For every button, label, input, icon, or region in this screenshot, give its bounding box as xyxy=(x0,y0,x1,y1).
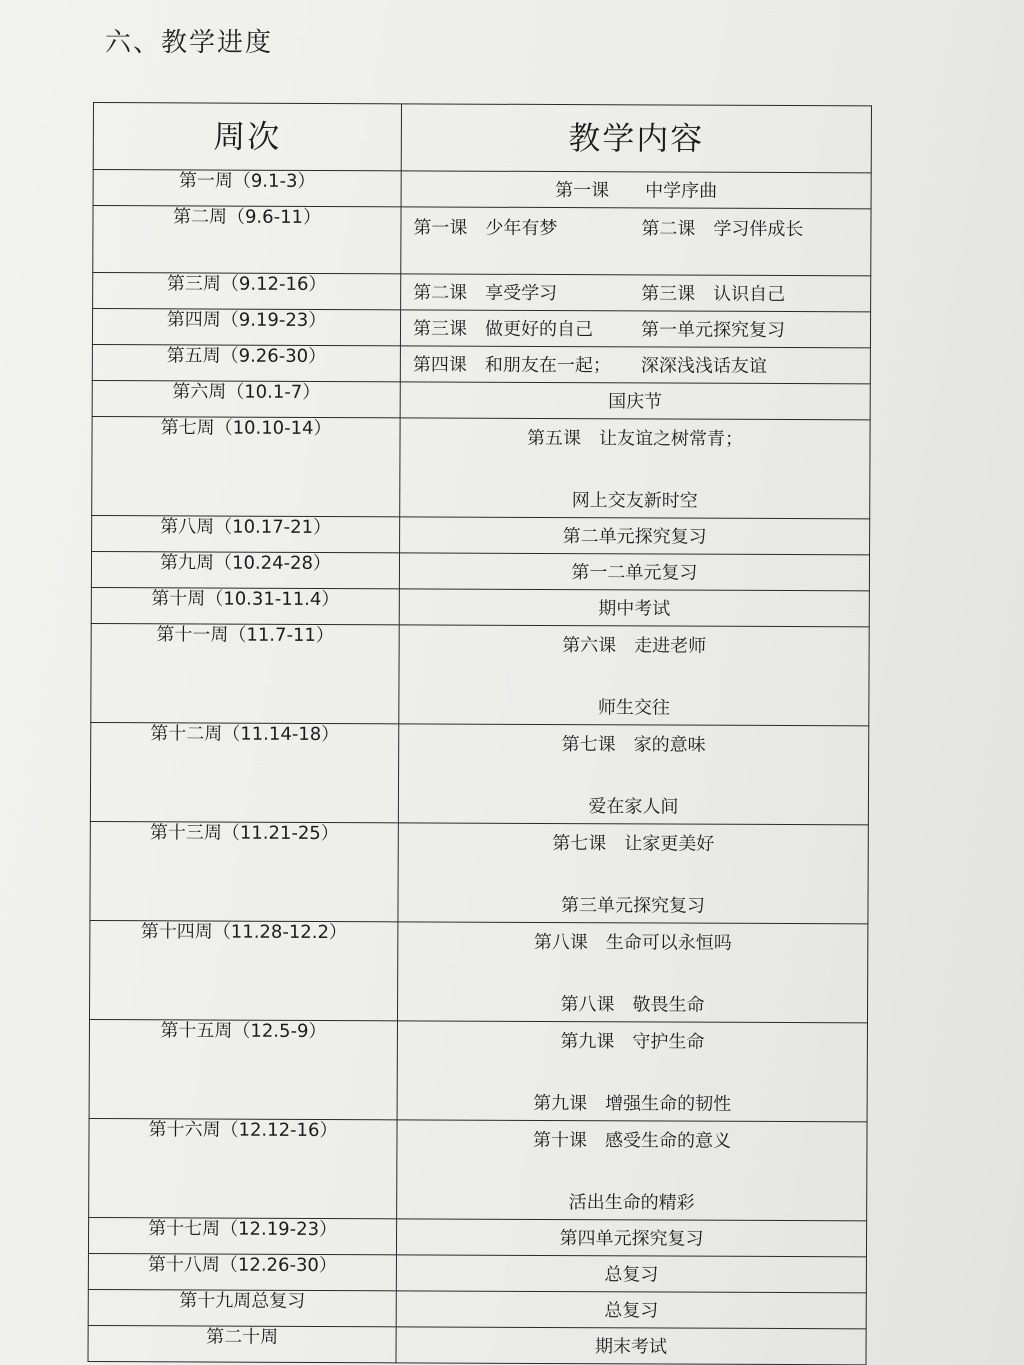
week-cell: 第二周（9.6-11） xyxy=(93,206,401,274)
content-part: 第三课 做更好的自己 xyxy=(412,318,594,341)
table-row xyxy=(88,1253,866,1292)
content-cell xyxy=(397,922,867,1023)
week-cell: 第十四周（11.28-12.2） xyxy=(89,920,397,1020)
content-line xyxy=(401,217,870,241)
content-line: 第八课 生命可以永恒吗 xyxy=(533,931,732,954)
week-cell: 第五周（9.26-30） xyxy=(92,344,400,381)
table-row xyxy=(92,380,870,419)
content-line: 活出生命的精彩 xyxy=(568,1192,695,1214)
content-cell xyxy=(397,1021,867,1122)
content-line: 期末考试 xyxy=(595,1336,668,1358)
content-part: 第二课 学习伴成长 xyxy=(641,218,804,241)
header-content: 教学内容 xyxy=(401,104,871,173)
content-line: 第七课 让家更美好 xyxy=(552,833,715,855)
table-row xyxy=(91,623,869,725)
week-cell: 第九周（10.24-28） xyxy=(91,551,399,588)
week-cell: 第十九周总复习 xyxy=(88,1289,396,1326)
content-line: 第一二单元复习 xyxy=(571,562,698,584)
table-row xyxy=(89,1118,867,1220)
table-row xyxy=(89,1019,867,1121)
table-row xyxy=(90,821,868,923)
section-title: 六、教学进度 xyxy=(105,28,274,58)
table-row xyxy=(93,170,871,209)
content-cell xyxy=(401,274,871,312)
content-cell xyxy=(399,625,869,726)
week-cell: 第十六周（12.12-16） xyxy=(89,1118,397,1218)
content-line: 爱在家人间 xyxy=(588,796,679,818)
content-part: 第二课 享受学习 xyxy=(413,282,558,305)
content-line: 总复习 xyxy=(604,1264,659,1286)
content-line: 师生交往 xyxy=(597,697,670,719)
week-cell: 第四周（9.19-23） xyxy=(92,309,400,346)
content-cell xyxy=(396,1291,866,1329)
content-cell xyxy=(396,1255,866,1293)
content-cell xyxy=(401,207,871,276)
table-row xyxy=(92,344,870,383)
content-line: 第六课 走进老师 xyxy=(562,635,707,657)
week-cell: 第八周（10.17-21） xyxy=(92,515,400,552)
content-cell xyxy=(399,553,869,591)
week-cell: 第十五周（12.5-9） xyxy=(89,1019,397,1119)
table-row xyxy=(88,1325,866,1364)
header-row xyxy=(93,103,871,173)
content-line: 国庆节 xyxy=(608,391,663,413)
table-row xyxy=(90,722,868,824)
content-part: 第三课 认识自己 xyxy=(641,283,786,306)
content-cell xyxy=(398,724,868,825)
content-line: 第八课 敬畏生命 xyxy=(560,994,705,1016)
week-cell: 第十一周（11.7-11） xyxy=(91,623,399,723)
table-row xyxy=(92,309,870,348)
content-line: 第二单元探究复习 xyxy=(562,526,707,548)
content-part: 第一课 少年有梦 xyxy=(413,217,558,240)
content-line: 期中考试 xyxy=(598,598,671,620)
table-row xyxy=(88,1217,866,1256)
table-row xyxy=(92,416,870,518)
content-line xyxy=(401,318,870,342)
content-part: 深深浅浅话友谊 xyxy=(640,355,767,377)
week-cell: 第十七周（12.19-23） xyxy=(88,1217,396,1254)
content-line: 第十课 感受生命的意义 xyxy=(532,1129,732,1152)
table-row xyxy=(91,587,869,626)
week-cell: 第十八周（12.26-30） xyxy=(88,1253,396,1290)
table-row xyxy=(93,206,871,276)
content-cell xyxy=(397,1120,867,1221)
week-cell: 第十二周（11.14-18） xyxy=(90,722,398,822)
week-cell: 第十三周（11.21-25） xyxy=(90,821,398,921)
content-cell xyxy=(400,382,870,420)
content-cell xyxy=(400,346,870,384)
content-line: 第五课 让友谊之树常青； xyxy=(526,427,744,450)
content-line: 第一课 中学序曲 xyxy=(555,180,718,202)
schedule-table xyxy=(88,102,872,1365)
header-week: 周次 xyxy=(93,103,401,171)
content-cell xyxy=(400,310,870,348)
content-line: 网上交友新时空 xyxy=(571,490,698,512)
content-line xyxy=(401,282,870,306)
table-row xyxy=(88,1289,866,1328)
content-line: 第七课 家的意味 xyxy=(561,734,706,756)
table-row xyxy=(92,515,870,554)
content-line: 第三单元探究复习 xyxy=(560,895,706,917)
content-cell xyxy=(399,589,869,627)
week-cell: 第一周（9.1-3） xyxy=(93,170,401,207)
table-row xyxy=(93,273,871,312)
week-cell: 第十周（10.31-11.4） xyxy=(91,587,399,624)
content-part: 第一单元探究复习 xyxy=(640,319,786,342)
week-cell: 第二十周 xyxy=(88,1325,396,1362)
week-cell: 第三周（9.12-16） xyxy=(93,273,401,310)
content-cell xyxy=(396,1327,866,1365)
content-line xyxy=(401,354,870,378)
week-cell: 第七周（10.10-14） xyxy=(92,416,400,516)
content-part: 第四课 和朋友在一起； xyxy=(412,354,611,377)
content-cell xyxy=(398,823,868,924)
content-line: 第九课 守护生命 xyxy=(560,1031,705,1053)
content-cell xyxy=(401,171,871,209)
content-line: 第九课 增强生命的韧性 xyxy=(533,1092,732,1115)
table-row xyxy=(89,920,867,1022)
table-row xyxy=(91,551,869,590)
content-line: 总复习 xyxy=(604,1300,659,1322)
content-cell xyxy=(400,517,870,555)
week-cell: 第六周（10.1-7） xyxy=(92,380,400,417)
content-cell xyxy=(396,1219,866,1257)
content-cell xyxy=(400,418,870,519)
content-line: 第四单元探究复习 xyxy=(559,1228,704,1250)
